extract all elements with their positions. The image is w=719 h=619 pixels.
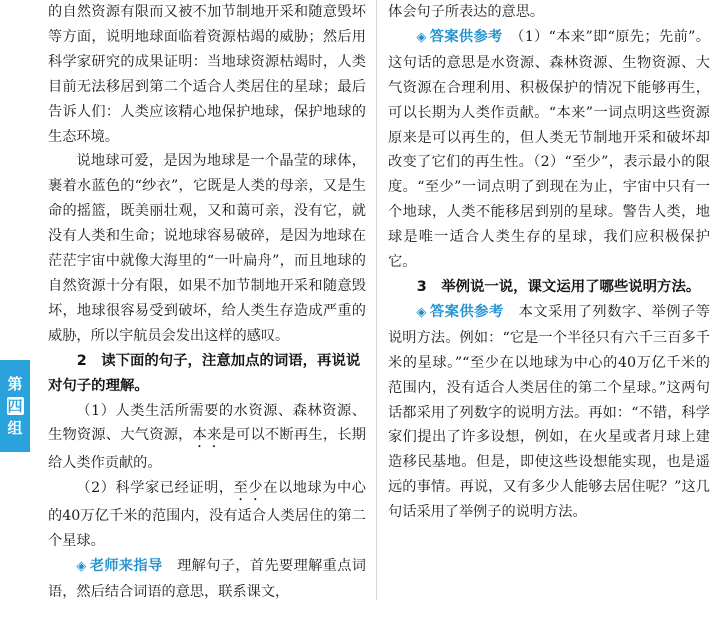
answer-2-text: 本文采用了列数字、举例子等说明方法。例如：“它是一个半径只有六千三百多千米的星球。”“至少在以地球为中心的40万亿千米的范围内，没有适合人类居住的第二个星球。”这两句话都采用了列数字的说明方法。再如：“不错，科学家们提出了许多设想，例如，在火星或者月球上建造移民基地。但是，即使这些设想能实现，也是遥远的事情。再说，又有多少人能够去居住呢？”这几句话采用了举例子的说明方法。 <box>388 303 710 521</box>
sentence-2-before: （2）科学家已经证明， <box>76 480 234 497</box>
left-column <box>48 0 366 605</box>
teacher-guidance <box>48 554 366 605</box>
answer-2-label: 答案供参考 <box>429 303 504 320</box>
right-column <box>388 0 710 525</box>
side-tab-bottom: 组 <box>7 419 23 437</box>
column-divider <box>376 0 377 600</box>
answer-1-text: （1）“本来”即“原先；先前”。这句话的意思是水资源、森林资源、生物资源、大气资源在合理利用、积极保护的情况下能够再生，可以长期为人类作贡献。“本来”一词点明这些资源原来是可以再生的，但人类无节制地开采和破坏却改变了它们的再生性。（2）“至少”，表示最小的限度。“至少”一词点明了到现在为止，宇宙中只有一个地球，人类不能移居到别的星球。警告人类，地球是唯一适合人类生存的星球，我们应积极保护它。 <box>388 28 710 271</box>
diamond-arrow-icon: ◈ <box>416 304 427 320</box>
left-paragraph-2: 说地球可爱，是因为地球是一个晶莹的球体，裹着水蓝色的“纱衣”，它既是人类的母亲，又是生命的摇篮，既美丽壮观，又和蔼可亲，没有它，就没有人类和生命；说地球容易破碎，是因为地球在茫茫宇宙中就像大海里的“一叶扁舟”，而且地球的自然资源十分有限，如果不加节制地开采和随意毁坏，地球很容易受到破坏，给人类生存造成严重的威胁，所以宇航员会发出这样的感叹。 <box>48 153 366 344</box>
sentence-2-after: 在以地球为中心的40万亿千米的范围内，没有适合人类居住的第二个星球。 <box>48 480 366 550</box>
dotted-word-benlai: 本来 <box>192 427 222 444</box>
question-2-heading: 2 读下面的句子，注意加点的词语，再说说对句子的理解。 <box>48 352 361 394</box>
answer-2 <box>388 300 710 525</box>
sentence-1 <box>48 399 366 477</box>
teacher-guidance-text: 理解句子，首先要理解重点词语，然后结合词语的意思，联系课文， <box>48 558 366 601</box>
answer-1 <box>388 25 710 275</box>
diamond-arrow-icon: ◈ <box>416 29 427 45</box>
side-tab-top: 第 <box>7 375 23 393</box>
right-line-1: 体会句子所表达的意思。 <box>388 4 545 20</box>
side-tab-middle: 四 <box>7 397 23 415</box>
sentence-1-after: 是可以不断再生，长期给人类作贡献的。 <box>48 427 366 472</box>
sentence-1-before: （1）人类生活所需要的水资源、森林资源、生物资源、大气资源， <box>48 402 366 444</box>
dotted-word-zhishao: 至少 <box>233 480 264 497</box>
teacher-guidance-label: 老师来指导 <box>89 558 163 575</box>
question-3-heading: 3 举例说一说，课文运用了哪些说明方法。 <box>416 278 701 295</box>
left-paragraph-1: 的自然资源有限而又被不加节制地开采和随意毁坏等方面，说明地球面临着资源枯竭的威胁；然后用科学家研究的成果证明：当地球资源枯竭时，人类目前无法移居到第二个适合人类居住的星球；最后告诉人们：人类应该精心地保护地球，保护地球的生态环境。 <box>48 4 366 145</box>
diamond-arrow-icon: ◈ <box>76 559 87 575</box>
sentence-2 <box>48 476 366 554</box>
unit-side-tab <box>0 360 30 452</box>
answer-1-label: 答案供参考 <box>429 28 503 45</box>
